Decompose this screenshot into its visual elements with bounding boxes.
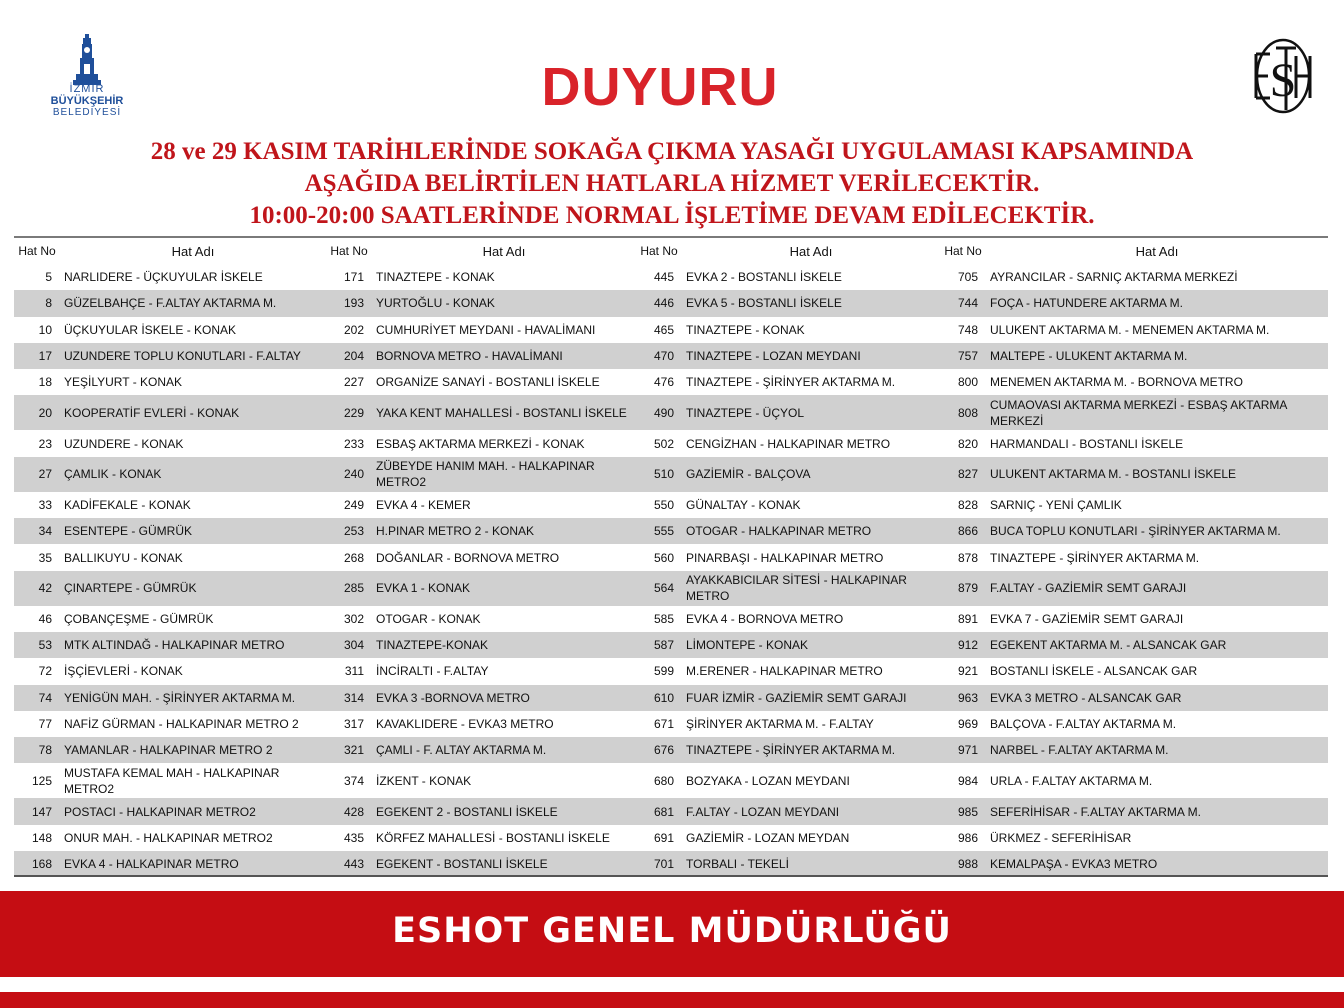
line-name: YAKA KENT MAHALLESİ - BOSTANLI İSKELE xyxy=(372,395,636,430)
line-name: KEMALPAŞA - EVKA3 METRO xyxy=(986,851,1328,877)
line-number: 502 xyxy=(636,430,682,456)
footer-strip xyxy=(0,992,1344,1008)
line-number: 748 xyxy=(940,317,986,343)
line-number: 587 xyxy=(636,632,682,658)
line-number: 42 xyxy=(14,571,60,606)
table-row xyxy=(14,571,1328,606)
table-row xyxy=(14,369,1328,395)
line-number: 5 xyxy=(14,264,60,290)
line-name: EVKA 2 - BOSTANLI İSKELE xyxy=(682,264,940,290)
line-number: 555 xyxy=(636,518,682,544)
line-name: GAZİEMİR - BALÇOVA xyxy=(682,457,940,492)
bus-lines-table xyxy=(14,238,1328,877)
line-name: YURTOĞLU - KONAK xyxy=(372,290,636,316)
header-hat-adi: Hat Adı xyxy=(1135,243,1179,259)
table-row xyxy=(14,851,1328,877)
line-number: 268 xyxy=(326,544,372,570)
table-row xyxy=(14,798,1328,824)
line-name: TINAZTEPE-KONAK xyxy=(372,632,636,658)
line-name: NAFİZ GÜRMAN - HALKAPINAR METRO 2 xyxy=(60,711,326,737)
line-number: 443 xyxy=(326,851,372,877)
line-name: NARLIDERE - ÜÇKUYULAR İSKELE xyxy=(60,264,326,290)
line-name: EVKA 3 -BORNOVA METRO xyxy=(372,685,636,711)
table-row xyxy=(14,658,1328,684)
header-hat-adi: Hat Adı xyxy=(789,243,833,259)
line-name: CUMHURİYET MEYDANI - HAVALİMANI xyxy=(372,317,636,343)
line-number: 550 xyxy=(636,492,682,518)
line-number: 564 xyxy=(636,571,682,606)
header-hat-no: Hat No xyxy=(640,244,678,258)
line-number: 969 xyxy=(940,711,986,737)
line-number: 227 xyxy=(326,369,372,395)
header-hat-no: Hat No xyxy=(18,244,56,258)
line-name: UZUNDERE - KONAK xyxy=(60,430,326,456)
table-row xyxy=(14,737,1328,763)
line-number: 878 xyxy=(940,544,986,570)
line-name: GÜZELBAHÇE - F.ALTAY AKTARMA M. xyxy=(60,290,326,316)
line-name: EVKA 7 - GAZİEMİR SEMT GARAJI xyxy=(986,606,1328,632)
table-row xyxy=(14,544,1328,570)
line-number: 72 xyxy=(14,658,60,684)
line-number: 125 xyxy=(14,763,60,798)
line-number: 691 xyxy=(636,825,682,851)
line-number: 229 xyxy=(326,395,372,430)
line-name: TINAZTEPE - KONAK xyxy=(682,317,940,343)
line-name: ÇAMLI - F. ALTAY AKTARMA M. xyxy=(372,737,636,763)
line-name: M.ERENER - HALKAPINAR METRO xyxy=(682,658,940,684)
line-number: 23 xyxy=(14,430,60,456)
line-name: F.ALTAY - GAZİEMİR SEMT GARAJI xyxy=(986,571,1328,606)
line-number: 866 xyxy=(940,518,986,544)
line-number: 78 xyxy=(14,737,60,763)
header-hat-adi: Hat Adı xyxy=(171,243,215,259)
line-name: İŞÇİEVLERİ - KONAK xyxy=(60,658,326,684)
line-number: 680 xyxy=(636,763,682,798)
line-number: 879 xyxy=(940,571,986,606)
line-number: 963 xyxy=(940,685,986,711)
line-name: AYAKKABICILAR SİTESİ - HALKAPINAR METRO xyxy=(682,571,940,606)
table-row xyxy=(14,492,1328,518)
line-name: AYRANCILAR - SARNIÇ AKTARMA MERKEZİ xyxy=(986,264,1328,290)
line-number: 253 xyxy=(326,518,372,544)
table-row xyxy=(14,632,1328,658)
line-number: 585 xyxy=(636,606,682,632)
line-number: 304 xyxy=(326,632,372,658)
table-row xyxy=(14,457,1328,492)
table-row xyxy=(14,606,1328,632)
line-name: BALÇOVA - F.ALTAY AKTARMA M. xyxy=(986,711,1328,737)
line-number: 470 xyxy=(636,343,682,369)
line-number: 610 xyxy=(636,685,682,711)
line-name: ÜRKMEZ - SEFERİHİSAR xyxy=(986,825,1328,851)
line-name: F.ALTAY - LOZAN MEYDANI xyxy=(682,798,940,824)
line-name: ÜÇKUYULAR İSKELE - KONAK xyxy=(60,317,326,343)
line-number: 445 xyxy=(636,264,682,290)
line-number: 314 xyxy=(326,685,372,711)
line-number: 912 xyxy=(940,632,986,658)
line-name: FUAR İZMİR - GAZİEMİR SEMT GARAJI xyxy=(682,685,940,711)
line-name: TINAZTEPE - KONAK xyxy=(372,264,636,290)
line-number: 428 xyxy=(326,798,372,824)
line-name: KOOPERATİF EVLERİ - KONAK xyxy=(60,395,326,430)
line-name: ONUR MAH. - HALKAPINAR METRO2 xyxy=(60,825,326,851)
line-name: GÜNALTAY - KONAK xyxy=(682,492,940,518)
line-number: 46 xyxy=(14,606,60,632)
line-name: TINAZTEPE - ŞİRİNYER AKTARMA M. xyxy=(682,737,940,763)
table-bottom-rule xyxy=(14,875,1328,877)
table-row xyxy=(14,430,1328,456)
line-number: 204 xyxy=(326,343,372,369)
line-number: 171 xyxy=(326,264,372,290)
line-name: NARBEL - F.ALTAY AKTARMA M. xyxy=(986,737,1328,763)
line-name: EVKA 4 - HALKAPINAR METRO xyxy=(60,851,326,877)
line-number: 971 xyxy=(940,737,986,763)
line-name: YENİGÜN MAH. - ŞİRİNYER AKTARMA M. xyxy=(60,685,326,711)
line-number: 681 xyxy=(636,798,682,824)
line-number: 321 xyxy=(326,737,372,763)
line-number: 986 xyxy=(940,825,986,851)
line-name: CUMAOVASI AKTARMA MERKEZİ - ESBAŞ AKTARMA MERKEZİ xyxy=(986,395,1328,430)
line-name: SARNIÇ - YENİ ÇAMLIK xyxy=(986,492,1328,518)
line-name: YEŞİLYURT - KONAK xyxy=(60,369,326,395)
table-row xyxy=(14,763,1328,798)
line-name: EVKA 5 - BOSTANLI İSKELE xyxy=(682,290,940,316)
line-number: 560 xyxy=(636,544,682,570)
line-name: ZÜBEYDE HANIM MAH. - HALKAPINAR METRO2 xyxy=(372,457,636,492)
line-number: 599 xyxy=(636,658,682,684)
line-name: SEFERİHİSAR - F.ALTAY AKTARMA M. xyxy=(986,798,1328,824)
line-name: İZKENT - KONAK xyxy=(372,763,636,798)
line-name: MENEMEN AKTARMA M. - BORNOVA METRO xyxy=(986,369,1328,395)
line-number: 53 xyxy=(14,632,60,658)
line-number: 168 xyxy=(14,851,60,877)
line-number: 374 xyxy=(326,763,372,798)
table-row xyxy=(14,290,1328,316)
headline-line-2: AŞAĞIDA BELİRTİLEN HATLARLA HİZMET VERİLECEKTİR. xyxy=(304,170,1040,197)
line-number: 435 xyxy=(326,825,372,851)
line-name: URLA - F.ALTAY AKTARMA M. xyxy=(986,763,1328,798)
header-hat-no: Hat No xyxy=(944,244,982,258)
line-name: FOÇA - HATUNDERE AKTARMA M. xyxy=(986,290,1328,316)
line-name: PINARBAŞI - HALKAPINAR METRO xyxy=(682,544,940,570)
line-name: KÖRFEZ MAHALLESİ - BOSTANLI İSKELE xyxy=(372,825,636,851)
line-number: 985 xyxy=(940,798,986,824)
line-number: 490 xyxy=(636,395,682,430)
line-name: ÇINARTEPE - GÜMRÜK xyxy=(60,571,326,606)
line-number: 202 xyxy=(326,317,372,343)
line-number: 988 xyxy=(940,851,986,877)
line-number: 27 xyxy=(14,457,60,492)
line-name: ESBAŞ AKTARMA MERKEZİ - KONAK xyxy=(372,430,636,456)
line-number: 921 xyxy=(940,658,986,684)
line-name: EGEKENT AKTARMA M. - ALSANCAK GAR xyxy=(986,632,1328,658)
line-name: EVKA 4 - KEMER xyxy=(372,492,636,518)
line-number: 77 xyxy=(14,711,60,737)
line-number: 676 xyxy=(636,737,682,763)
logo-line-buyuksehir: BÜYÜKŞEHİR xyxy=(50,95,124,107)
page-title: DUYURU xyxy=(541,57,779,117)
line-name: KAVAKLIDERE - EVKA3 METRO xyxy=(372,711,636,737)
line-number: 476 xyxy=(636,369,682,395)
line-number: 891 xyxy=(940,606,986,632)
line-number: 74 xyxy=(14,685,60,711)
line-number: 8 xyxy=(14,290,60,316)
line-number: 757 xyxy=(940,343,986,369)
line-name: POSTACI - HALKAPINAR METRO2 xyxy=(60,798,326,824)
header-hat-no: Hat No xyxy=(330,244,368,258)
line-name: LİMONTEPE - KONAK xyxy=(682,632,940,658)
line-name: OTOGAR - KONAK xyxy=(372,606,636,632)
line-number: 193 xyxy=(326,290,372,316)
line-number: 705 xyxy=(940,264,986,290)
line-number: 311 xyxy=(326,658,372,684)
table-row xyxy=(14,711,1328,737)
line-number: 10 xyxy=(14,317,60,343)
line-name: MTK ALTINDAĞ - HALKAPINAR METRO xyxy=(60,632,326,658)
line-name: OTOGAR - HALKAPINAR METRO xyxy=(682,518,940,544)
table-row xyxy=(14,518,1328,544)
table-row xyxy=(14,395,1328,430)
line-name: ULUKENT AKTARMA M. - BOSTANLI İSKELE xyxy=(986,457,1328,492)
line-name: İNCİRALTI - F.ALTAY xyxy=(372,658,636,684)
line-name: BOSTANLI İSKELE - ALSANCAK GAR xyxy=(986,658,1328,684)
line-name: EVKA 3 METRO - ALSANCAK GAR xyxy=(986,685,1328,711)
line-number: 820 xyxy=(940,430,986,456)
line-name: YAMANLAR - HALKAPINAR METRO 2 xyxy=(60,737,326,763)
line-name: EGEKENT - BOSTANLI İSKELE xyxy=(372,851,636,877)
table-row xyxy=(14,685,1328,711)
line-name: ÇOBANÇEŞME - GÜMRÜK xyxy=(60,606,326,632)
line-number: 249 xyxy=(326,492,372,518)
headline-line-1: 28 ve 29 KASIM TARİHLERİNDE SOKAĞA ÇIKMA YASAĞI UYGULAMASI KAPSAMINDA xyxy=(150,138,1194,165)
line-name: KADİFEKALE - KONAK xyxy=(60,492,326,518)
line-name: GAZİEMİR - LOZAN MEYDAN xyxy=(682,825,940,851)
table-row xyxy=(14,264,1328,290)
line-name: DOĞANLAR - BORNOVA METRO xyxy=(372,544,636,570)
line-name: BALLIKUYU - KONAK xyxy=(60,544,326,570)
line-number: 808 xyxy=(940,395,986,430)
line-number: 233 xyxy=(326,430,372,456)
line-number: 240 xyxy=(326,457,372,492)
line-number: 148 xyxy=(14,825,60,851)
table-header-row xyxy=(14,238,1328,264)
line-number: 20 xyxy=(14,395,60,430)
line-name: TINAZTEPE - LOZAN MEYDANI xyxy=(682,343,940,369)
line-name: ULUKENT AKTARMA M. - MENEMEN AKTARMA M. xyxy=(986,317,1328,343)
line-name: TINAZTEPE - ŞİRİNYER AKTARMA M. xyxy=(986,544,1328,570)
line-name: TINAZTEPE - ŞİRİNYER AKTARMA M. xyxy=(682,369,940,395)
line-number: 17 xyxy=(14,343,60,369)
line-name: EVKA 1 - KONAK xyxy=(372,571,636,606)
line-number: 18 xyxy=(14,369,60,395)
footer-title: ESHOT GENEL MÜDÜRLÜĞÜ xyxy=(392,911,952,951)
line-number: 446 xyxy=(636,290,682,316)
line-name: HARMANDALI - BOSTANLI İSKELE xyxy=(986,430,1328,456)
line-name: ESENTEPE - GÜMRÜK xyxy=(60,518,326,544)
line-name: TORBALI - TEKELİ xyxy=(682,851,940,877)
svg-text:S: S xyxy=(1269,54,1297,107)
line-number: 800 xyxy=(940,369,986,395)
line-name: MALTEPE - ULUKENT AKTARMA M. xyxy=(986,343,1328,369)
line-number: 671 xyxy=(636,711,682,737)
line-number: 147 xyxy=(14,798,60,824)
line-number: 35 xyxy=(14,544,60,570)
line-number: 302 xyxy=(326,606,372,632)
line-name: UZUNDERE TOPLU KONUTLARI - F.ALTAY xyxy=(60,343,326,369)
line-number: 828 xyxy=(940,492,986,518)
logo-line-izmir: İZMİR xyxy=(69,83,105,95)
line-name: EGEKENT 2 - BOSTANLI İSKELE xyxy=(372,798,636,824)
line-name: BORNOVA METRO - HAVALİMANI xyxy=(372,343,636,369)
line-number: 744 xyxy=(940,290,986,316)
line-name: ŞİRİNYER AKTARMA M. - F.ALTAY xyxy=(682,711,940,737)
line-number: 827 xyxy=(940,457,986,492)
line-name: H.PINAR METRO 2 - KONAK xyxy=(372,518,636,544)
line-number: 33 xyxy=(14,492,60,518)
line-name: MUSTAFA KEMAL MAH - HALKAPINAR METRO2 xyxy=(60,763,326,798)
line-number: 317 xyxy=(326,711,372,737)
logo-line-belediyesi: BELEDİYESİ xyxy=(52,107,122,118)
line-number: 984 xyxy=(940,763,986,798)
line-name: BUCA TOPLU KONUTLARI - ŞİRİNYER AKTARMA M. xyxy=(986,518,1328,544)
line-number: 510 xyxy=(636,457,682,492)
header-hat-adi: Hat Adı xyxy=(482,243,526,259)
line-name: CENGİZHAN - HALKAPINAR METRO xyxy=(682,430,940,456)
line-name: ÇAMLIK - KONAK xyxy=(60,457,326,492)
table-row xyxy=(14,317,1328,343)
table-row xyxy=(14,825,1328,851)
line-name: ORGANİZE SANAYİ - BOSTANLI İSKELE xyxy=(372,369,636,395)
line-number: 34 xyxy=(14,518,60,544)
table-body xyxy=(14,264,1328,877)
line-name: EVKA 4 - BORNOVA METRO xyxy=(682,606,940,632)
table-row xyxy=(14,343,1328,369)
line-name: TINAZTEPE - ÜÇYOL xyxy=(682,395,940,430)
headline-line-3: 10:00-20:00 SAATLERİNDE NORMAL İŞLETİME DEVAM EDİLECEKTİR. xyxy=(249,202,1095,229)
line-number: 701 xyxy=(636,851,682,877)
line-number: 285 xyxy=(326,571,372,606)
line-number: 465 xyxy=(636,317,682,343)
line-name: BOZYAKA - LOZAN MEYDANI xyxy=(682,763,940,798)
